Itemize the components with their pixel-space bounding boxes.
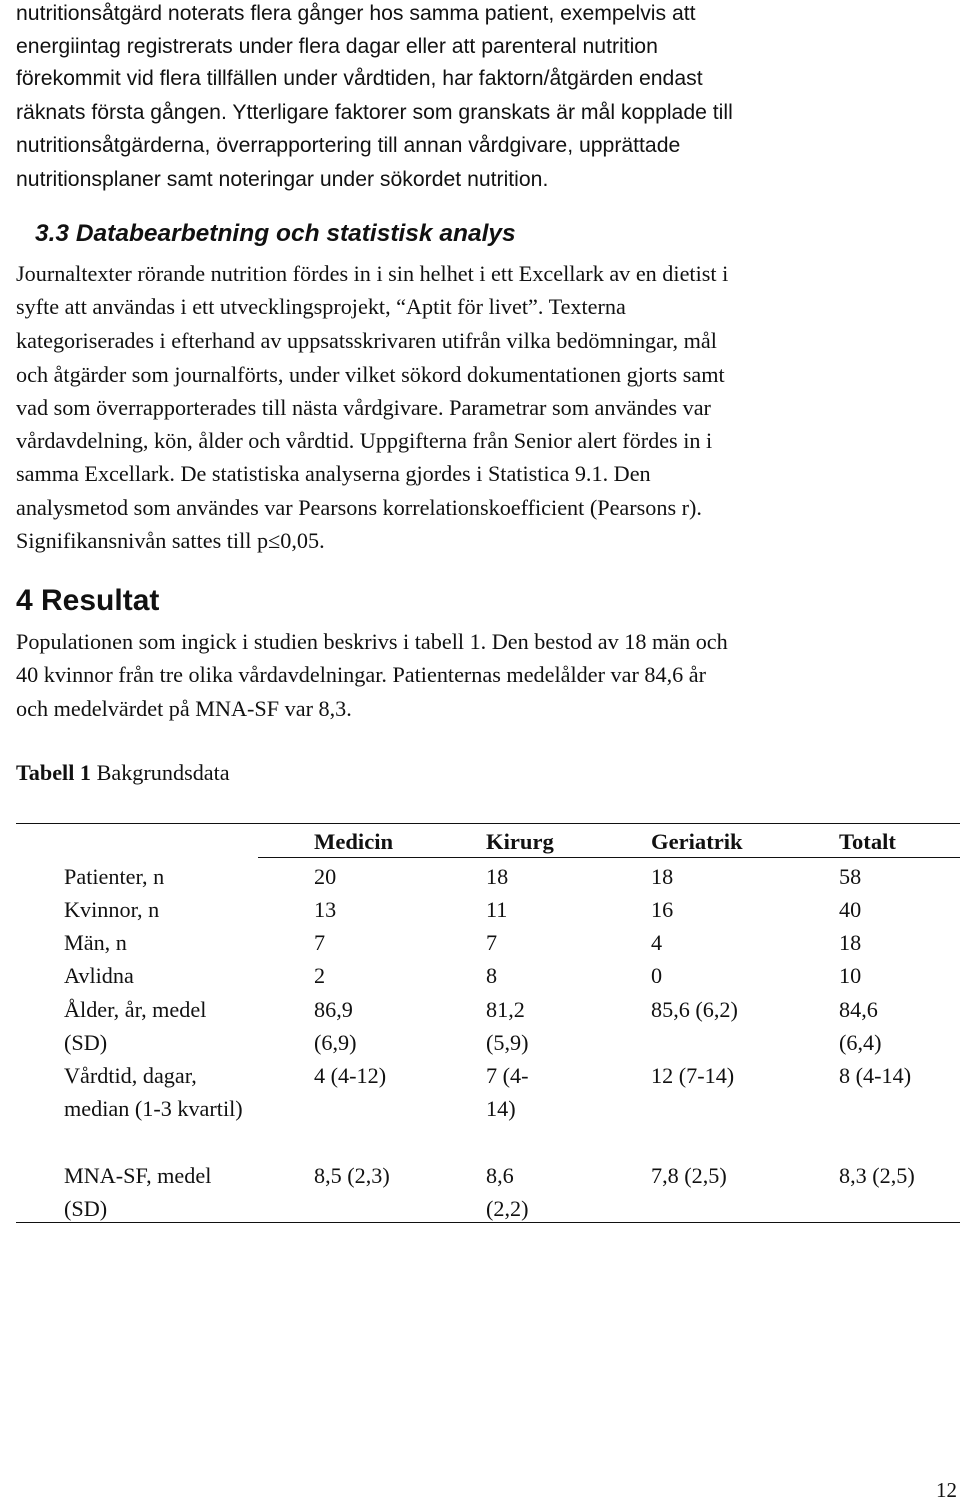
table-cell: 0 bbox=[651, 963, 663, 988]
table-cell: 81,2 (5,9) bbox=[486, 997, 529, 1055]
table-cell: 8,3 (2,5) bbox=[839, 1163, 915, 1188]
table-cell: 10 bbox=[839, 963, 862, 988]
page-number: 12 bbox=[936, 1478, 957, 1502]
row-label: Patienter, n bbox=[64, 864, 165, 889]
table-cell: 20 bbox=[314, 864, 337, 889]
paragraph-line: syfte att användas i ett utvecklingsprojekt, “Aptit för livet”. Texterna bbox=[16, 294, 626, 319]
paragraph-line: vad som överrapporterades till nästa vårdgivare. Parametrar som användes var bbox=[16, 395, 711, 420]
intro-line: förekommit vid flera tillfällen under vårdtiden, har faktorn/åtgärden endast bbox=[16, 67, 703, 90]
column-header: Kirurg bbox=[486, 829, 554, 854]
column-header: Medicin bbox=[314, 829, 394, 854]
table-cell: 18 bbox=[839, 930, 862, 955]
table-cell: 11 bbox=[486, 897, 508, 922]
paragraph-line: och medelvärdet på MNA-SF var 8,3. bbox=[16, 696, 352, 721]
table-cell: 12 (7-14) bbox=[651, 1063, 735, 1088]
paragraph-line: vårdavdelning, kön, ålder och vårdtid. Uppgifterna från Senior alert fördes in i bbox=[16, 428, 713, 453]
table-cell: 58 bbox=[839, 864, 862, 889]
table-cell: 84,6 (6,4) bbox=[839, 997, 882, 1055]
table-cell: 18 bbox=[651, 864, 674, 889]
intro-line: nutritionsåtgärd noterats flera gånger hos samma patient, exempelvis att bbox=[16, 2, 696, 25]
paragraph-line: samma Excellark. De statistiska analyserna gjordes i Statistica 9.1. Den bbox=[16, 461, 651, 486]
table-cell: 4 (4-12) bbox=[314, 1063, 387, 1088]
row-label: Ålder, år, medel (SD) bbox=[64, 997, 207, 1055]
paragraph-line: kategoriserades i efterhand av uppsatsskrivaren utifrån vilka bedömningar, mål bbox=[16, 328, 717, 353]
table-cell: 7 bbox=[486, 930, 498, 955]
intro-line: energiintag registrerats under flera dagar eller att parenteral nutrition bbox=[16, 35, 658, 58]
table-cell: 18 bbox=[486, 864, 509, 889]
table-cell: 7 bbox=[314, 930, 326, 955]
table-caption-text: Bakgrundsdata bbox=[91, 760, 230, 785]
section-heading-4: 4 Resultat bbox=[16, 584, 160, 617]
paragraph-line: Populationen som ingick i studien beskrivs i tabell 1. Den bestod av 18 män och bbox=[16, 629, 728, 654]
column-header: Totalt bbox=[839, 829, 896, 854]
table-cell: 16 bbox=[651, 897, 674, 922]
table-cell: 4 bbox=[651, 930, 663, 955]
paragraph-line: Journaltexter rörande nutrition fördes in i sin helhet i ett Excellark av en dietist i bbox=[16, 261, 729, 286]
section-heading-3-3: 3.3 Databearbetning och statistisk analys bbox=[35, 220, 516, 247]
table-cell: 8,5 (2,3) bbox=[314, 1163, 390, 1188]
intro-line: nutritionsåtgärderna, överrapportering till annan vårdgivare, upprättade bbox=[16, 134, 681, 157]
paragraph-line: analysmetod som användes var Pearsons korrelationskoefficient (Pearsons r). bbox=[16, 495, 702, 520]
table-cell: 2 bbox=[314, 963, 326, 988]
row-label: Män, n bbox=[64, 930, 127, 955]
table-caption bbox=[16, 760, 230, 786]
table-cell: 85,6 (6,2) bbox=[651, 997, 738, 1022]
table-cell: 40 bbox=[839, 897, 862, 922]
table-cell: 7 (4-14) bbox=[486, 1063, 529, 1121]
table-caption-label: Tabell 1 bbox=[16, 760, 92, 785]
paragraph-line: 40 kvinnor från tre olika vårdavdelningar. Patienternas medelålder var 84,6 år bbox=[16, 662, 707, 687]
column-header: Geriatrik bbox=[651, 829, 743, 854]
table-cell: 13 bbox=[314, 897, 337, 922]
intro-line: räknats första gången. Ytterligare faktorer som granskats är mål kopplade till bbox=[16, 101, 733, 124]
table-cell: 86,9 (6,9) bbox=[314, 997, 357, 1055]
paragraph-line: och åtgärder som journalförts, under vilket sökord dokumentationen gjorts samt bbox=[16, 362, 725, 387]
intro-line: nutritionsplaner samt noteringar under sökordet nutrition. bbox=[16, 168, 549, 191]
row-label: Kvinnor, n bbox=[64, 897, 160, 922]
row-label: MNA-SF, medel (SD) bbox=[64, 1163, 212, 1221]
table-top-rule bbox=[16, 823, 960, 824]
table-cell: 8 bbox=[486, 963, 498, 988]
row-label: Vårdtid, dagar, median (1-3 kvartil) bbox=[64, 1063, 243, 1121]
row-label: Avlidna bbox=[64, 963, 134, 988]
table-cell: 8,6 (2,2) bbox=[486, 1163, 529, 1221]
paragraph-line: Signifikansnivån sattes till p≤0,05. bbox=[16, 528, 325, 553]
table-cell: 8 (4-14) bbox=[839, 1063, 912, 1088]
table-cell: 7,8 (2,5) bbox=[651, 1163, 727, 1188]
